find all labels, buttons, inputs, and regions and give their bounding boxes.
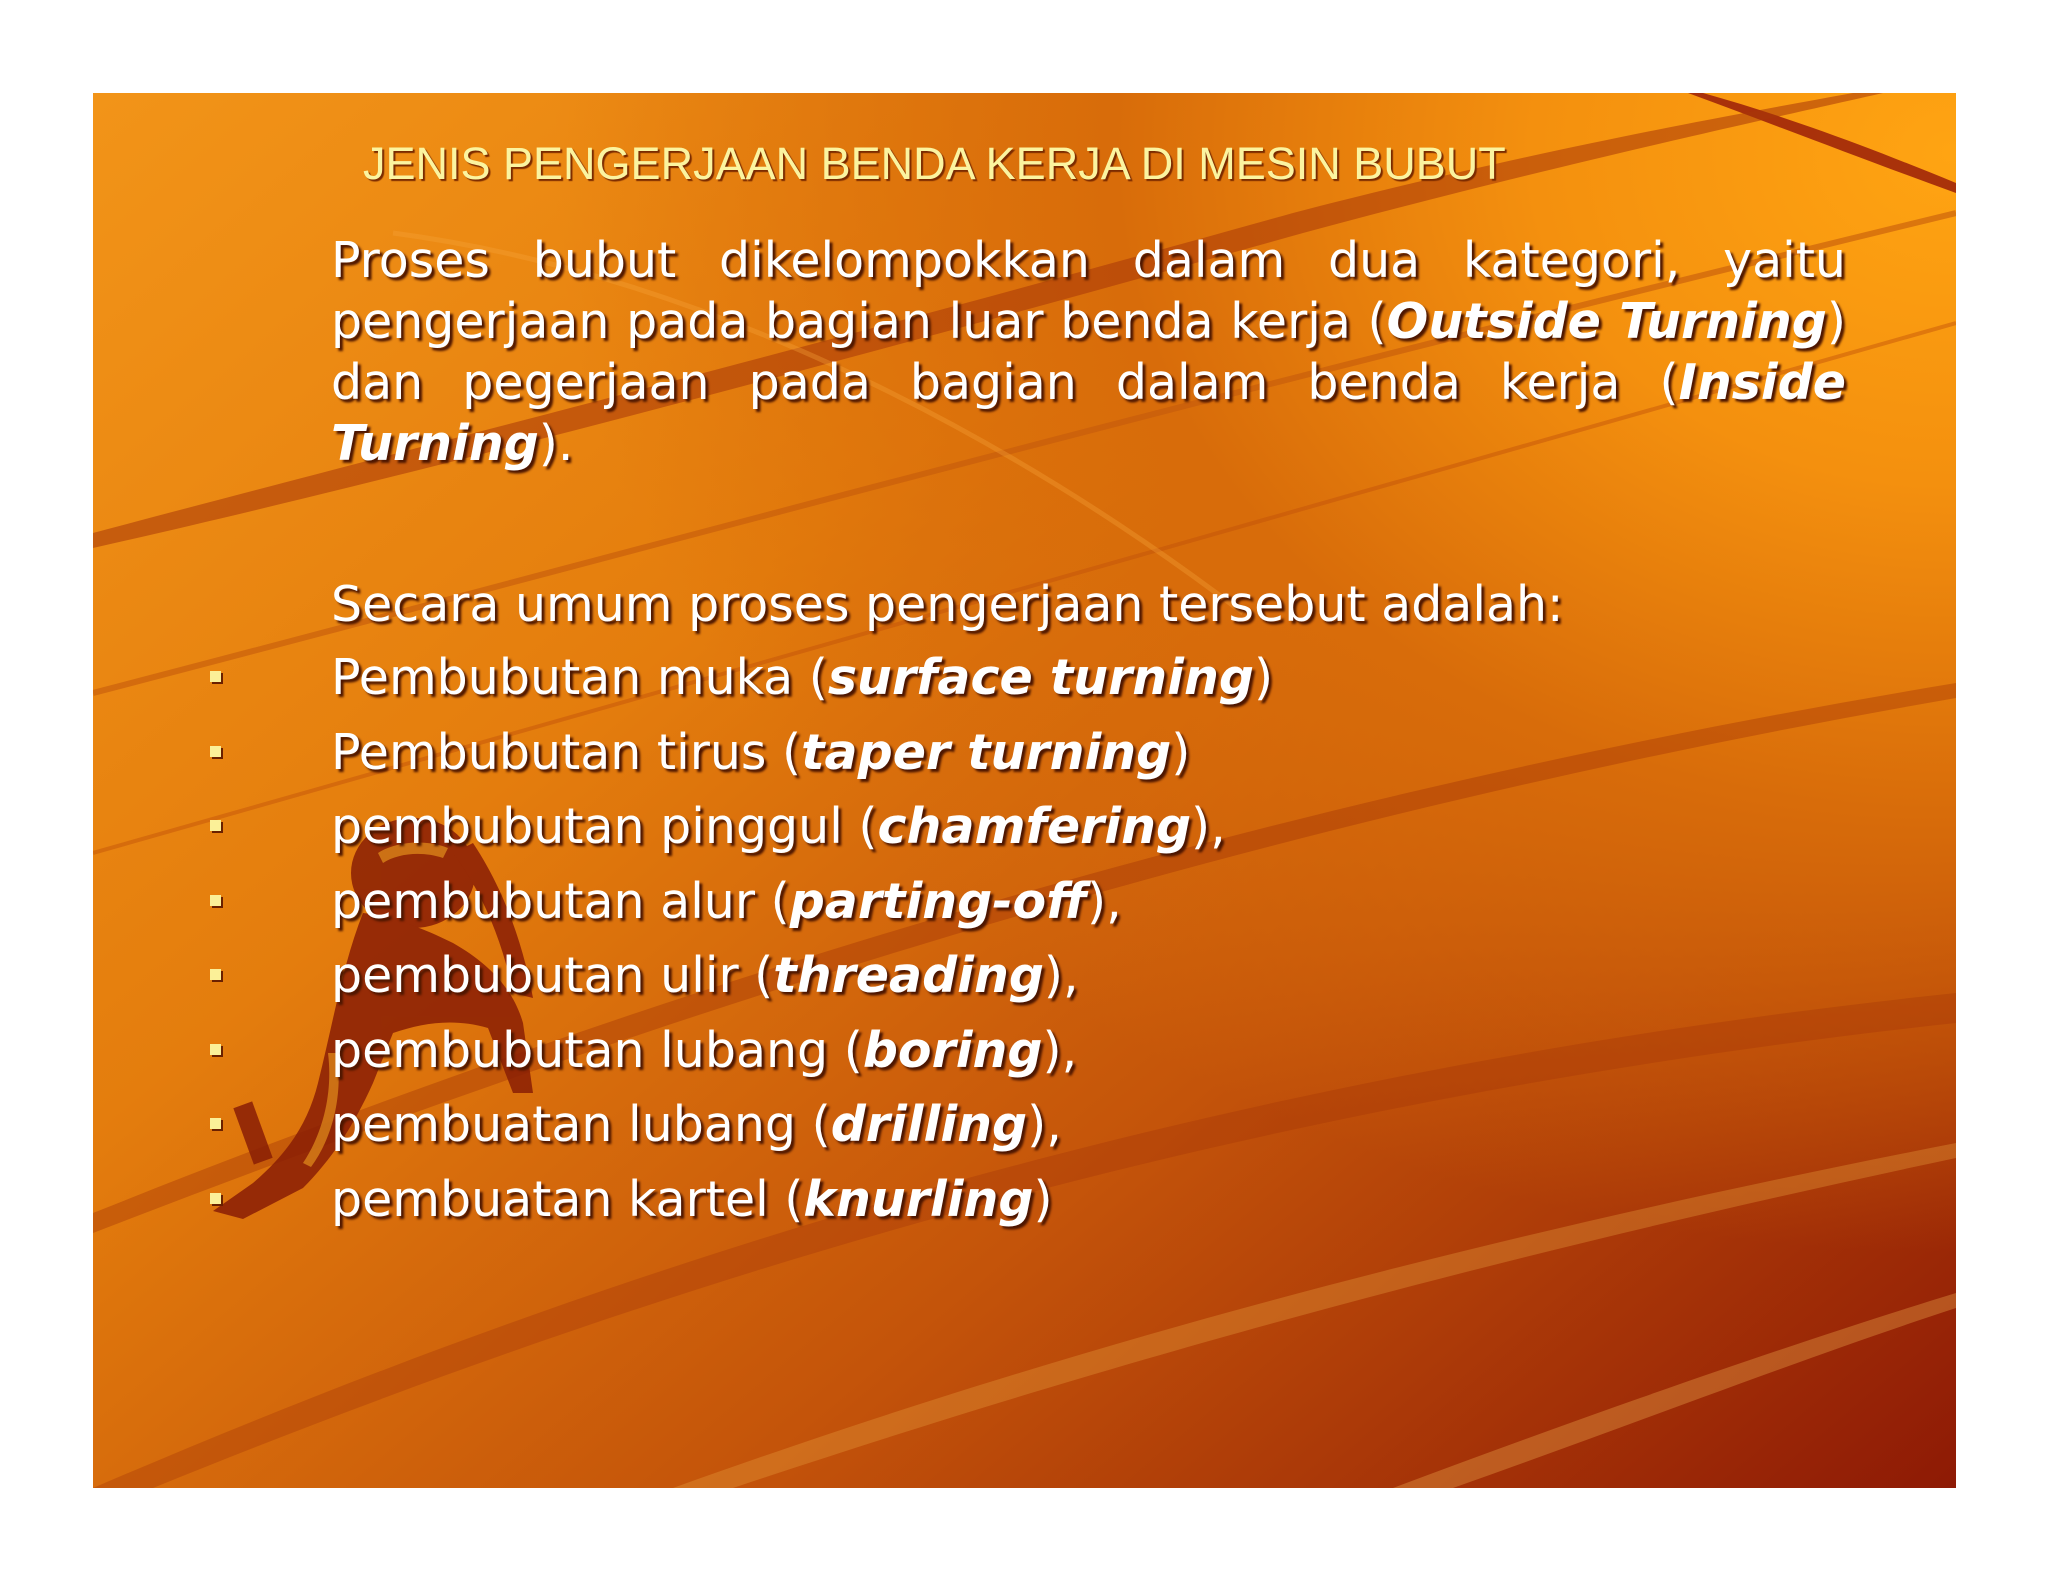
list-item: pembubutan lubang (boring),: [93, 1014, 1273, 1089]
square-bullet-icon: [210, 820, 221, 831]
term-emphasis: taper turning: [801, 723, 1172, 781]
intro-paragraph: [331, 230, 1846, 474]
intro-text: Proses bubut dikelompokkan dalam dua kategori, yaitu pengerjaan pada bagian luar benda kerja (: [331, 232, 1846, 350]
square-bullet-icon: [210, 1044, 221, 1055]
square-bullet-icon: [210, 1118, 221, 1129]
list-item: Pembubutan tirus (taper turning): [93, 716, 1273, 791]
square-bullet-icon: [210, 1193, 221, 1204]
term-emphasis: chamfering: [877, 798, 1192, 855]
term-emphasis: parting-off: [789, 872, 1087, 930]
list-item: pembuatan kartel (knurling): [93, 1163, 1273, 1238]
slide-title: JENIS PENGERJAAN BENDA KERJA DI MESIN BUBUT: [363, 138, 1506, 189]
background-swoosh: [1393, 1293, 1956, 1488]
square-bullet-icon: [210, 895, 221, 906]
list-item: pembuatan lubang (drilling),: [93, 1088, 1273, 1163]
slide: [93, 93, 1956, 1488]
intro-text: ).: [538, 415, 574, 472]
intro-text: ) dan pegerjaan pada bagian dalam benda kerja (: [331, 293, 1846, 411]
list-item: pembubutan pinggul (chamfering),: [93, 790, 1273, 865]
term-emphasis: drilling: [830, 1096, 1028, 1153]
term-emphasis: surface turning: [827, 649, 1254, 706]
square-bullet-icon: [210, 746, 221, 757]
term-emphasis: threading: [773, 947, 1044, 1004]
square-bullet-icon: [210, 671, 221, 682]
list-lead-text: Secara umum proses pengerjaan tersebut adalah:: [331, 576, 1564, 633]
list-item: pembubutan ulir (threading),: [93, 939, 1273, 1014]
background-swoosh: [1688, 93, 1956, 193]
intro-emphasis-outside-turning: Outside Turning: [1386, 293, 1827, 350]
square-bullet-icon: [210, 969, 221, 980]
term-emphasis: knurling: [803, 1170, 1034, 1228]
term-emphasis: boring: [862, 1021, 1043, 1079]
process-list: [93, 641, 1273, 1237]
intro-emphasis-inside-turning: Inside Turning: [331, 354, 1846, 472]
list-item: Pembubutan muka (surface turning): [93, 641, 1273, 716]
list-item: pembubutan alur (parting-off),: [93, 865, 1273, 940]
